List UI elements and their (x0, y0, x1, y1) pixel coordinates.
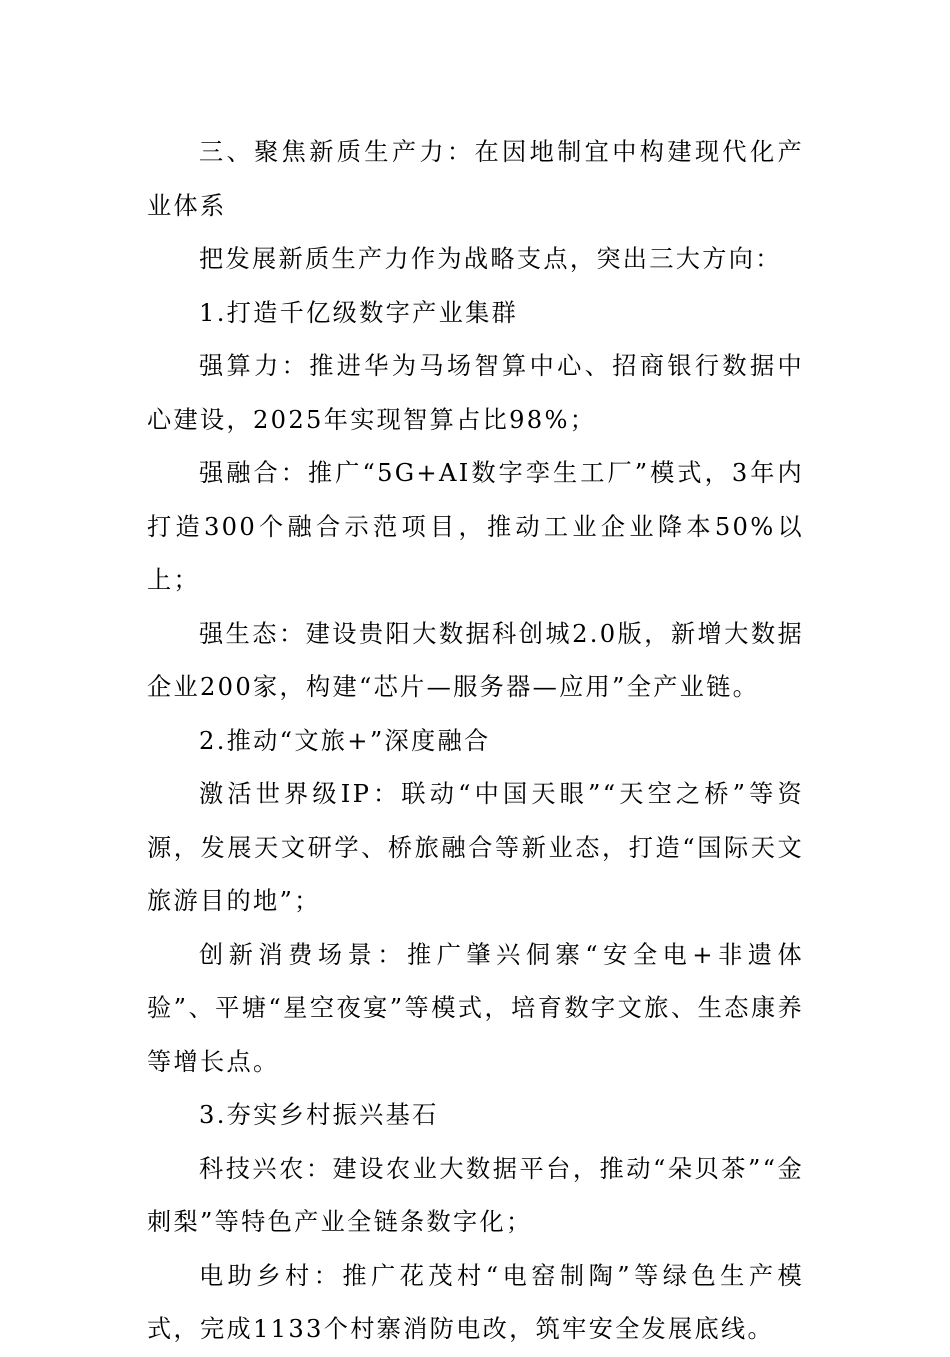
subheading-digital-industry: 1.打造千亿级数字产业集群 (199, 298, 519, 327)
paragraph-integration: 强融合：推广“5G+AI数字孪生工厂”模式，3年内打造300个融合示范项目，推动工业企业降本50%以上； (147, 459, 804, 594)
subheading-culture-tourism: 2.推动“文旅+”深度融合 (199, 726, 491, 755)
document-body (147, 126, 804, 1357)
paragraph-tech-agriculture: 科技兴农：建设农业大数据平台，推动“朵贝茶”“金刺梨”等特色产业全链条数字化； (147, 1154, 804, 1236)
paragraph-consumption-scenes: 创新消费场景：推广肇兴侗寨“安全电+非遗体验”、平塘“星空夜宴”等模式，培育数字文旅、生态康养等增长点。 (147, 940, 804, 1076)
intro-paragraph: 把发展新质生产力作为战略支点，突出三大方向： (199, 245, 782, 273)
paragraph-computing-power: 强算力：推进华为马场智算中心、招商银行数据中心建设，2025年实现智算占比98%； (147, 352, 804, 434)
paragraph-world-ip: 激活世界级IP：联动“中国天眼”“天空之桥”等资源，发展天文研学、桥旅融合等新业态，打造“国际天文旅游目的地”； (147, 780, 804, 915)
paragraph-ecosystem: 强生态：建设贵阳大数据科创城2.0版，新增大数据企业200家，构建“芯片—服务器—应用”全产业链。 (147, 619, 804, 701)
subheading-rural-revitalization: 3.夯实乡村振兴基石 (199, 1101, 439, 1129)
paragraph-electric-village: 电助乡村：推广花茂村“电窑制陶”等绿色生产模式，完成1133个村寨消防电改，筑牢安全发展底线。 (147, 1261, 804, 1343)
section-heading: 三、聚焦新质生产力：在因地制宜中构建现代化产业体系 (147, 138, 804, 220)
